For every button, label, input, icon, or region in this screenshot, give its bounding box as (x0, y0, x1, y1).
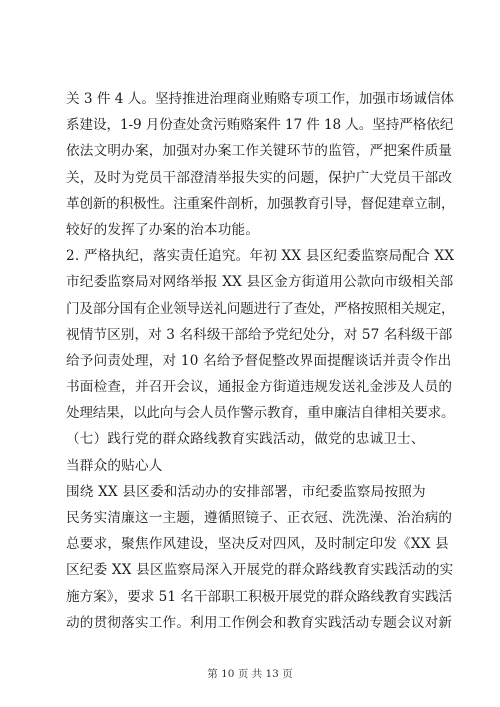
text-line: 市纪委监察局对网络举报 XX 县区金方街道用公款向市级相关部 (66, 274, 454, 291)
text-line: 围绕 XX 县区委和活动办的安排部署，市纪委监察局按照为 (66, 483, 426, 500)
text-line: 关 3 件 4 人。坚持推进治理商业贿赂专项工作，加强市场诚信体 (66, 91, 455, 107)
text-line: 民务实清廉这一主题，遵循照镜子、正衣冠、洗洗澡、治治病的 (66, 510, 453, 526)
text-line: 系建设，1-9 月份查处贪污贿赂案件 17 件 18 人。坚持严格依纪 (66, 117, 454, 134)
section-heading-line: （七）践行党的群众路线教育实践活动，做党的忠诚卫士、 (66, 431, 425, 448)
text-line: 2. 严格执纪，落实责任追究。年初 XX 县区纪委监察局配合 XX (66, 248, 455, 265)
text-line: 门及部分国有企业领导送礼问题进行了查处，严格按照相关规定， (66, 300, 455, 317)
text-line: 关，及时为党员干部澄清举报失实的问题，保护广大党员干部改 (66, 169, 453, 186)
page-number-footer: 第 10 页 共 13 页 (207, 668, 293, 680)
text-line: 较好的发挥了办案的治本功能。 (66, 221, 260, 238)
text-line: 动的贯彻落实工作。利用工作例会和教育实践活动专题会议对新 (66, 614, 453, 631)
section-heading-line: 当群众的贴心人 (66, 457, 163, 474)
text-line: 处理结果，以此向与会人员作警示教育，重申廉洁自律相关要求。 (66, 405, 455, 422)
text-line: 总要求，聚焦作风建设，坚决反对四风，及时制定印发《XX 县 (66, 536, 449, 553)
document-body (66, 86, 455, 636)
text-line: 革创新的积极性。注重案件剖析，加强教育引导，督促建章立制， (66, 195, 455, 212)
text-line: 施方案》，要求 51 名干部职工积极开展党的群众路线教育实践活 (66, 588, 453, 605)
text-line: 给予问责处理，对 10 名给予督促整改界面提醒谈话并责令作出 (66, 352, 452, 369)
text-line: 书面检查，并召开会议，通报金方街道违规发送礼金涉及人员的 (66, 379, 453, 396)
text-line: 依法文明办案，加强对办案工作关键环节的监管，严把案件质量 (66, 143, 453, 160)
text-line: 视情节区别，对 3 名科级干部给予党纪处分，对 57 名科级干部 (66, 326, 453, 343)
text-line: 区纪委 XX 县区监察局深入开展党的群众路线教育实践活动的实 (66, 562, 454, 579)
